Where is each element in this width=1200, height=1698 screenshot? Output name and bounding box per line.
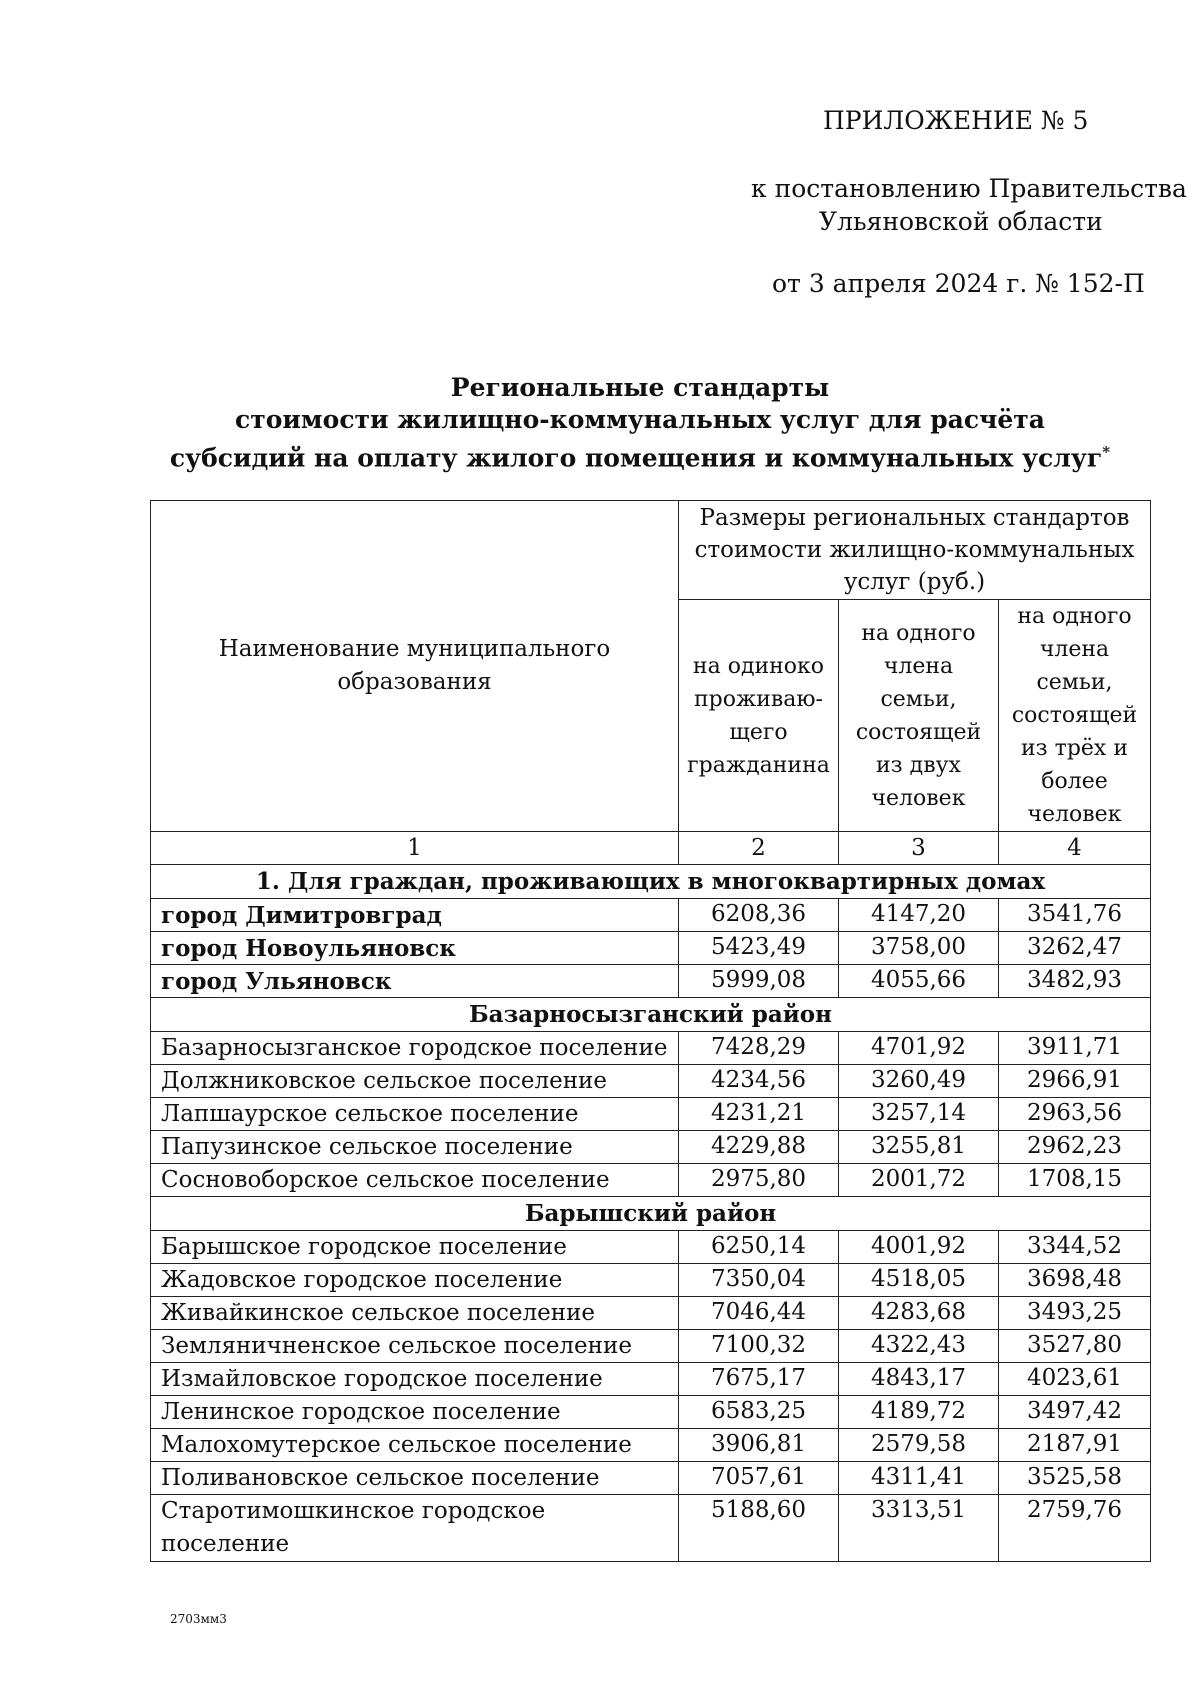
value-single: 4231,21 [679,1098,839,1131]
value-two-person: 3758,00 [839,932,999,965]
value-two-person: 3257,14 [839,1098,999,1131]
column-number: 4 [999,832,1151,865]
column-header-name: Наименование муниципального образования [151,501,679,832]
value-three-plus: 3493,25 [999,1297,1151,1330]
value-two-person: 4322,43 [839,1330,999,1363]
municipality-name: Должниковское сельское поселение [151,1065,679,1098]
document-code: 2703мм3 [170,1612,227,1626]
municipality-name: Жадовское городское поселение [151,1264,679,1297]
value-single: 7057,61 [679,1462,839,1495]
section-title: 1. Для граждан, проживающих в многоквартирных домах [151,865,1151,899]
value-two-person: 2001,72 [839,1164,999,1197]
appendix-title: ПРИЛОЖЕНИЕ № 5 [823,106,1089,135]
value-three-plus: 3344,52 [999,1231,1151,1264]
column-header-three-plus: на одного члена семьи, состоящей из трёх и более человек [999,600,1151,832]
value-single: 7428,29 [679,1032,839,1065]
value-two-person: 2579,58 [839,1429,999,1462]
value-two-person: 3260,49 [839,1065,999,1098]
document-title [140,372,1140,474]
value-three-plus: 3698,48 [999,1264,1151,1297]
value-single: 3906,81 [679,1429,839,1462]
value-two-person: 4518,05 [839,1264,999,1297]
value-three-plus: 3527,80 [999,1330,1151,1363]
value-two-person: 3255,81 [839,1131,999,1164]
title-line2: стоимости жилищно-коммунальных услуг для расчёта [235,405,1045,434]
table-row [151,1065,1151,1098]
table-row [151,1032,1151,1065]
municipality-name: город Димитровград [151,899,679,932]
column-number: 3 [839,832,999,865]
table-row [151,1462,1151,1495]
district-row [151,998,1151,1032]
column-number: 1 [151,832,679,865]
value-three-plus: 3541,76 [999,899,1151,932]
municipality-name: Папузинское сельское поселение [151,1131,679,1164]
value-two-person: 4843,17 [839,1363,999,1396]
value-single: 6250,14 [679,1231,839,1264]
value-single: 7675,17 [679,1363,839,1396]
value-single: 6583,25 [679,1396,839,1429]
value-three-plus: 1708,15 [999,1164,1151,1197]
value-single: 5188,60 [679,1495,839,1562]
table-row [151,932,1151,965]
value-two-person: 4189,72 [839,1396,999,1429]
value-single: 4229,88 [679,1131,839,1164]
footnote-mark: * [1102,443,1111,461]
municipality-name: Сосновоборское сельское поселение [151,1164,679,1197]
municipality-name: город Ульяновск [151,965,679,998]
value-three-plus: 2966,91 [999,1065,1151,1098]
table-row [151,1363,1151,1396]
column-number: 2 [679,832,839,865]
value-single: 2975,80 [679,1164,839,1197]
table-row [151,1297,1151,1330]
value-three-plus: 3525,58 [999,1462,1151,1495]
municipality-name: Живайкинское сельское поселение [151,1297,679,1330]
value-three-plus: 2187,91 [999,1429,1151,1462]
table-row [151,1098,1151,1131]
standards-table [150,500,1151,1562]
section-row [151,865,1151,899]
title-line3: субсидий на оплату жилого помещения и коммунальных услуг [169,443,1103,473]
district-title: Базарносызганский район [151,998,1151,1032]
municipality-name: Лапшаурское сельское поселение [151,1098,679,1131]
column-header-two-person: на одного члена семьи, состоящей из двух человек [839,600,999,832]
table-row [151,1264,1151,1297]
column-header-sizes: Размеры региональных стандартов стоимости жилищно-коммунальных услуг (руб.) [679,501,1151,600]
value-three-plus: 3497,42 [999,1396,1151,1429]
table-row [151,1231,1151,1264]
value-two-person: 4283,68 [839,1297,999,1330]
value-single: 7046,44 [679,1297,839,1330]
municipality-name: Барышское городское поселение [151,1231,679,1264]
value-single: 5423,49 [679,932,839,965]
table-row [151,899,1151,932]
decree-reference-line2: Ульяновской области [819,207,1103,236]
value-three-plus: 3262,47 [999,932,1151,965]
district-row [151,1197,1151,1231]
table-row [151,1330,1151,1363]
decree-date: от 3 апреля 2024 г. № 152-П [772,269,1145,298]
value-two-person: 4147,20 [839,899,999,932]
municipality-name: Земляничненское сельское поселение [151,1330,679,1363]
table-row [151,1164,1151,1197]
value-three-plus: 2963,56 [999,1098,1151,1131]
table-row [151,1495,1151,1562]
table-row [151,1429,1151,1462]
title-line3-wrap [140,436,1140,474]
value-single: 6208,36 [679,899,839,932]
municipality-name: Поливановское сельское поселение [151,1462,679,1495]
municipality-name: Базарносызганское городское поселение [151,1032,679,1065]
municipality-name: Измайловское городское поселение [151,1363,679,1396]
value-two-person: 3313,51 [839,1495,999,1562]
municipality-name: город Новоульяновск [151,932,679,965]
decree-reference-line1: к постановлению Правительства [751,174,1187,203]
value-two-person: 4701,92 [839,1032,999,1065]
municipality-name: Малохомутерское сельское поселение [151,1429,679,1462]
value-three-plus: 2759,76 [999,1495,1151,1562]
value-single: 7350,04 [679,1264,839,1297]
value-single: 7100,32 [679,1330,839,1363]
value-two-person: 4055,66 [839,965,999,998]
table-row [151,1396,1151,1429]
district-title: Барышский район [151,1197,1151,1231]
value-three-plus: 4023,61 [999,1363,1151,1396]
column-numbers-row [151,832,1151,865]
municipality-name: Ленинское городское поселение [151,1396,679,1429]
table-row [151,1131,1151,1164]
value-two-person: 4311,41 [839,1462,999,1495]
value-three-plus: 3911,71 [999,1032,1151,1065]
value-three-plus: 3482,93 [999,965,1151,998]
value-two-person: 4001,92 [839,1231,999,1264]
title-line1: Региональные стандарты [450,373,830,402]
value-single: 4234,56 [679,1065,839,1098]
table-row [151,965,1151,998]
municipality-name: Старотимошкинское городское поселение [151,1495,679,1562]
value-single: 5999,08 [679,965,839,998]
column-header-single: на одиноко проживаю-щего гражданина [679,600,839,832]
value-three-plus: 2962,23 [999,1131,1151,1164]
